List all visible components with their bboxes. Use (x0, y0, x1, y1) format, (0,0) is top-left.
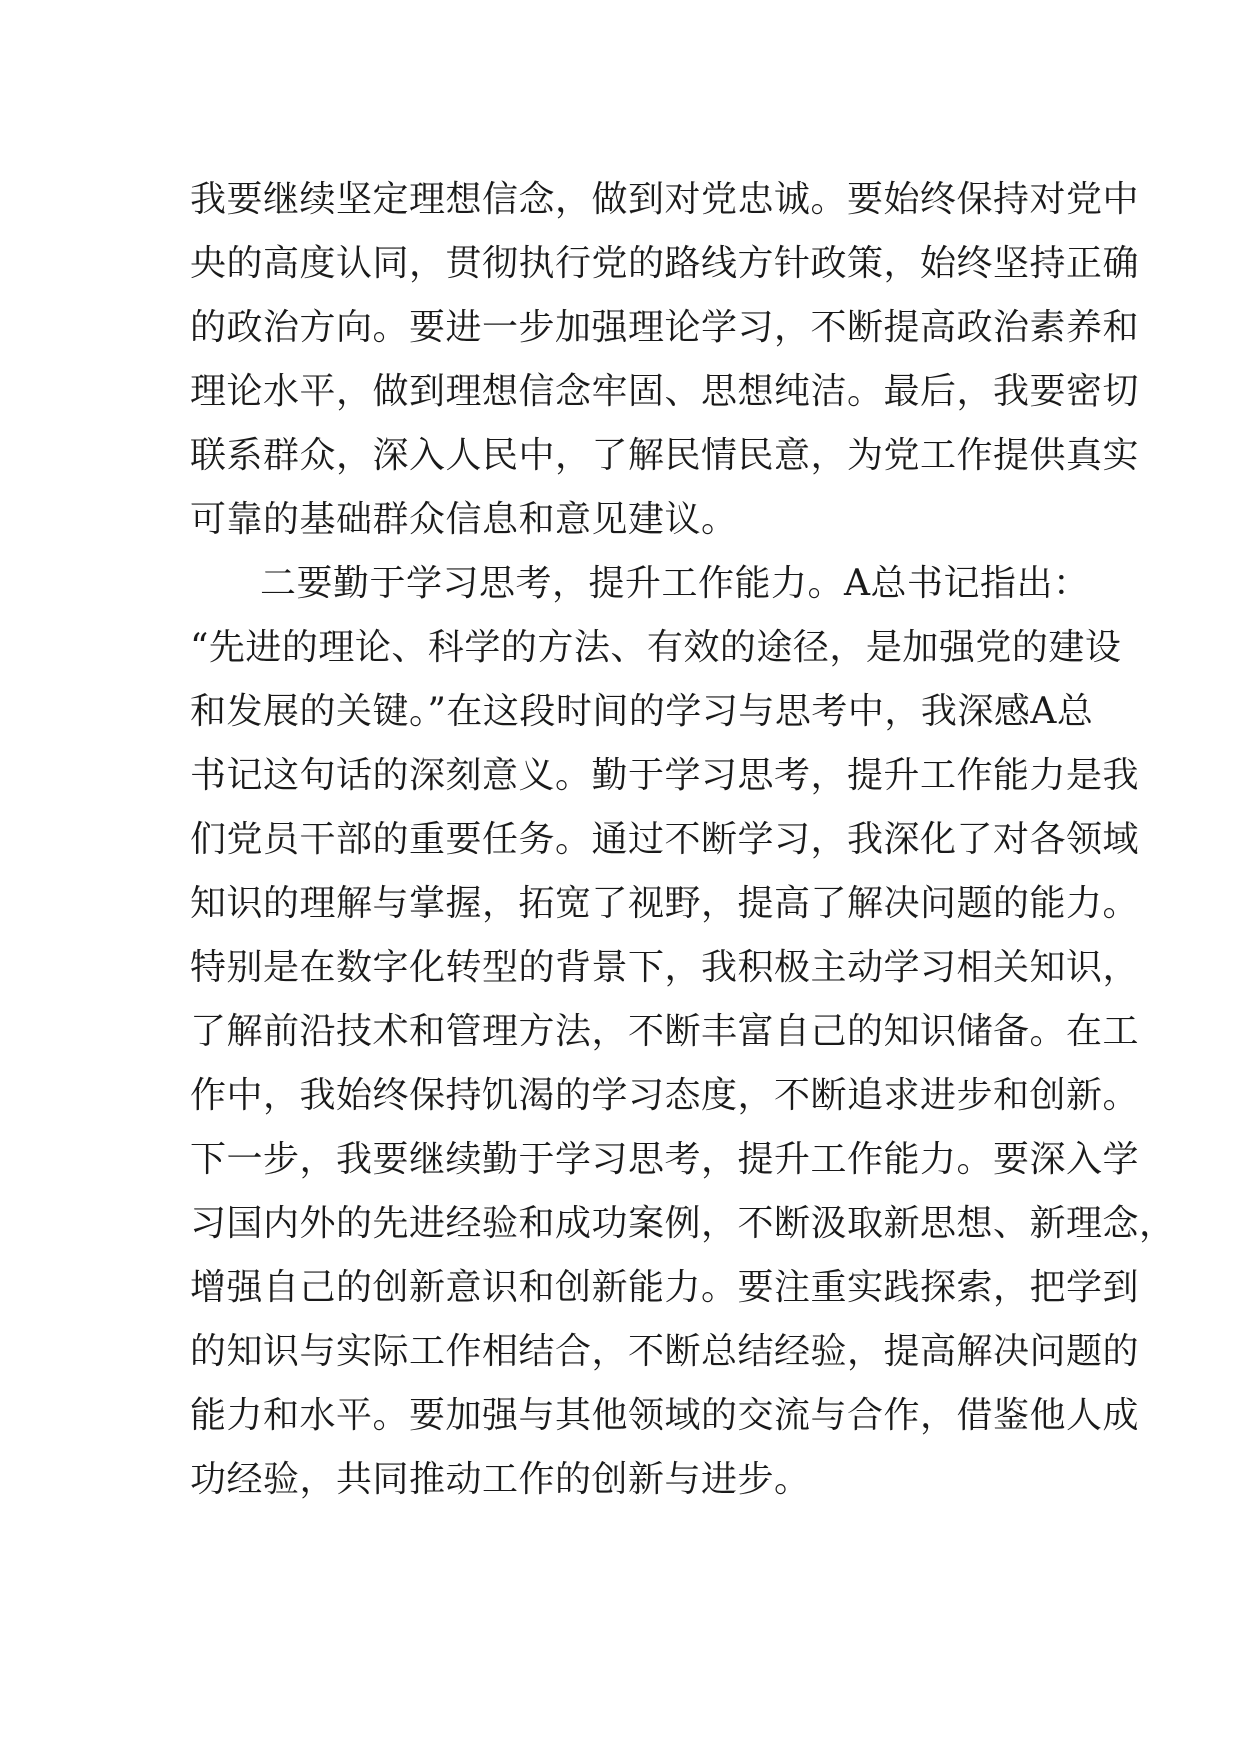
text-line: 央的高度认同，贯彻执行党的路线方针政策，始终坚持正确 (190, 243, 1140, 284)
text-line: 联系群众，深入人民中，了解民情民意，为党工作提供真实 (190, 435, 1140, 476)
text-line: 可靠的基础群众信息和意见建议。 (190, 499, 738, 540)
text-line: 的政治方向。要进一步加强理论学习，不断提高政治素养和 (190, 307, 1140, 348)
text-line: 作中，我始终保持饥渴的学习态度，不断追求进步和创新。 (190, 1075, 1140, 1116)
text-line: 的知识与实际工作相结合，不断总结经验，提高解决问题的 (190, 1331, 1140, 1372)
body-text (190, 168, 1176, 1512)
text-line: “先进的理论、科学的方法、有效的途径，是加强党的建设 (190, 627, 1122, 668)
text-line: 和发展的关键。”在这段时间的学习与思考中，我深感A总 (190, 691, 1094, 732)
text-line: 书记这句话的深刻意义。勤于学习思考，提升工作能力是我 (190, 755, 1140, 796)
paragraph-start-line: 二要勤于学习思考，提升工作能力。A总书记指出： (260, 563, 1090, 604)
text-line: 们党员干部的重要任务。通过不断学习，我深化了对各领域 (190, 819, 1140, 860)
text-line: 下一步，我要继续勤于学习思考，提升工作能力。要深入学 (190, 1139, 1140, 1180)
text-line: 了解前沿技术和管理方法，不断丰富自己的知识储备。在工 (190, 1011, 1140, 1052)
text-line: 知识的理解与掌握，拓宽了视野，提高了解决问题的能力。 (190, 883, 1140, 924)
text-line: 能力和水平。要加强与其他领域的交流与合作，借鉴他人成 (190, 1395, 1140, 1436)
text-line: 增强自己的创新意识和创新能力。要注重实践探索，把学到 (190, 1267, 1140, 1308)
text-line: 理论水平，做到理想信念牢固、思想纯洁。最后，我要密切 (190, 371, 1140, 412)
text-line: 我要继续坚定理想信念，做到对党忠诚。要始终保持对党中 (190, 179, 1140, 220)
text-line: 功经验，共同推动工作的创新与进步。 (190, 1459, 811, 1500)
text-line: 习国内外的先进经验和成功案例，不断汲取新思想、新理念， (190, 1203, 1176, 1244)
text-line: 特别是在数字化转型的背景下，我积极主动学习相关知识， (190, 947, 1140, 988)
